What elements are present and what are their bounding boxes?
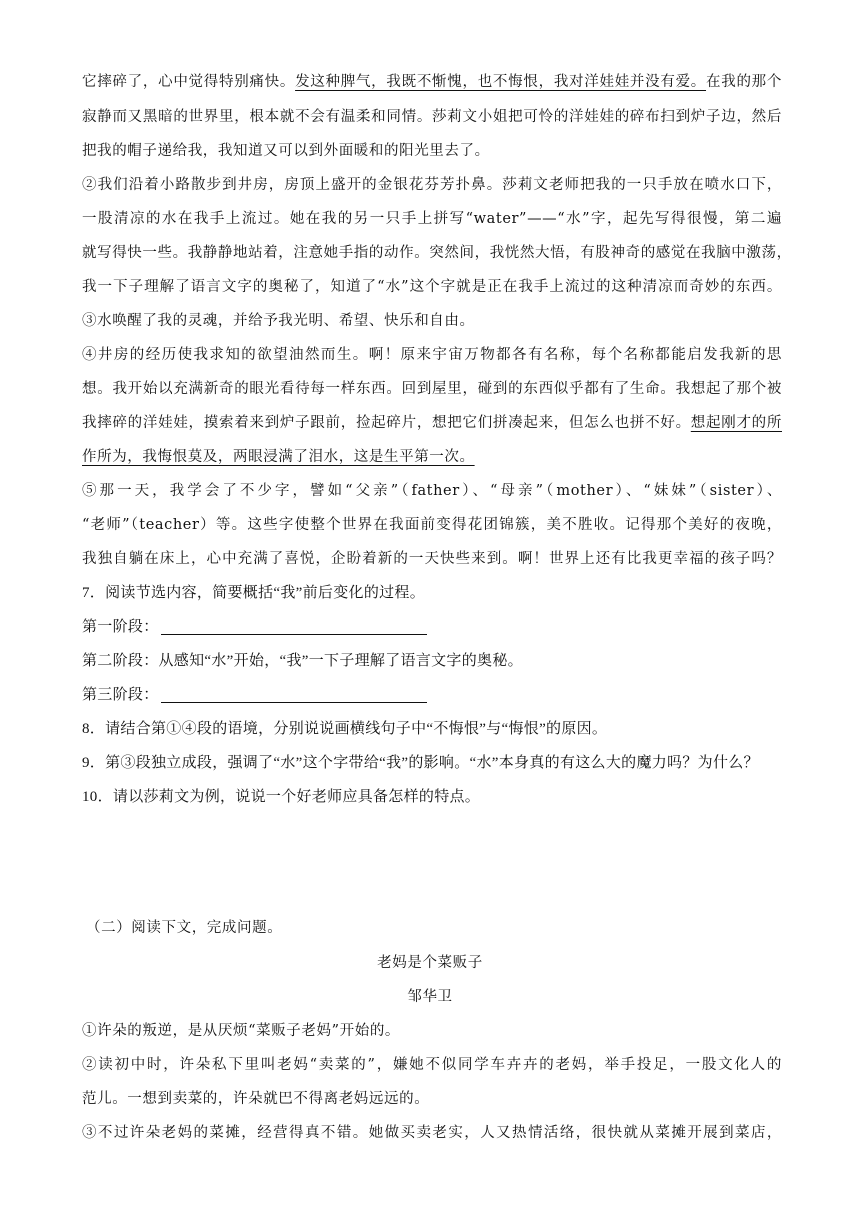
paragraph-2-line: 我一下子理解了语言文字的奥秘了，知道了“水”这个字就是正在我手上流过的这种清凉而奇妙的东西。 xyxy=(82,279,782,295)
question-7: 7．阅读节选内容，简要概括“我”前后变化的过程。 xyxy=(82,585,426,601)
paragraph-5-line: ⑤那一天，我学会了不少字，譬如“父亲”（father）、“母亲”（mother）、“妹妹”（sister）、 xyxy=(82,483,782,499)
article-title: 老妈是个菜贩子 xyxy=(377,955,483,971)
stage-3-row xyxy=(82,685,782,705)
article-paragraph-1: ①许朵的叛逆，是从厌烦“菜贩子老妈”开始的。 xyxy=(82,1023,401,1039)
article-paragraph-2-line: 范儿。一想到卖菜的，许朵就巴不得离老妈远远的。 xyxy=(82,1091,430,1107)
passage1-text: 在我的那个 xyxy=(706,74,782,90)
article-author: 邹华卫 xyxy=(407,989,453,1005)
question-10: 10．请以莎莉文为例，说说一个好老师应具备怎样的特点。 xyxy=(82,789,481,805)
article-paragraph-3-line: ③不过许朵老妈的菜摊，经营得真不错。她做买卖老实，人又热情活络，很快就从菜摊开展到菜店， xyxy=(82,1125,782,1141)
underlined-sentence-no-regret: 发这种脾气，我既不惭愧，也不悔恨，我对洋娃娃并没有爱。 xyxy=(295,74,707,90)
question-8: 8．请结合第①④段的语境，分别说说画横线句子中“不悔恨”与“悔恨”的原因。 xyxy=(82,721,608,737)
stage-1-row xyxy=(82,617,782,637)
paragraph-3: ③水唤醒了我的灵魂，并给予我光明、希望、快乐和自由。 xyxy=(82,313,475,329)
question-9: 9．第③段独立成段，强调了“水”这个字带给“我”的影响。“水”本身真的有这么大的魔力吗？为什么？ xyxy=(82,755,759,771)
underlined-sentence-regret: 作所为，我悔恨莫及，两眼浸满了泪水，这是生平第一次。 xyxy=(82,449,475,465)
paragraph-4-line xyxy=(82,447,782,467)
stage-2-row: 第二阶段：从感知“水”开始，“我”一下子理解了语言文字的奥秘。 xyxy=(82,653,523,669)
paragraph-4-line: ④井房的经历使我求知的欲望油然而生。啊！原来宇宙万物都各有名称，每个名称都能启发我新的思 xyxy=(82,347,782,363)
stage-3-label: 第三阶段： xyxy=(82,687,159,703)
paragraph-2-line: 就写得快一些。我静静地站着，注意她手指的动作。突然间，我恍然大悟，有股神奇的感觉在我脑中激荡， xyxy=(82,245,792,261)
passage1-line: 把我的帽子递给我，我知道又可以到外面暖和的阳光里去了。 xyxy=(82,143,490,159)
stage-3-answer-blank[interactable] xyxy=(161,686,427,703)
paragraph-4-line xyxy=(82,413,782,433)
passage1-line xyxy=(82,72,782,92)
stage-1-answer-blank[interactable] xyxy=(161,618,427,635)
stage-1-label: 第一阶段： xyxy=(82,619,159,635)
passage1-text: 它摔碎了，心中觉得特别痛快。 xyxy=(82,74,296,90)
underlined-sentence-regret: 想起刚才的所 xyxy=(690,415,782,431)
section-2-heading: （二）阅读下文，完成问题。 xyxy=(86,920,283,936)
paragraph-5-line: “老师”（teacher）等。这些字使整个世界在我面前变得花团锦簇，美不胜收。记得那个美好的夜晚， xyxy=(82,517,782,533)
paragraph-4-line: 想。我开始以充满新奇的眼光看待每一样东西。回到屋里，碰到的东西似乎都有了生命。我想起了那个被 xyxy=(82,381,782,397)
paragraph-2-line: 一股清凉的水在我手上流过。她在我的另一只手上拼写“water”——“水”字，起先写得很慢，第二遍 xyxy=(82,211,782,227)
paragraph-5-line: 我独自躺在床上，心中充满了喜悦，企盼着新的一天快些来到。啊！世界上还有比我更幸福的孩子吗？ xyxy=(82,551,782,567)
passage1-line: 寂静而又黑暗的世界里，根本就不会有温柔和同情。莎莉文小姐把可怜的洋娃娃的碎布扫到炉子边，然后 xyxy=(82,109,782,125)
paragraph-4-text: 我摔碎的洋娃娃，摸索着来到炉子跟前，捡起碎片，想把它们拼凑起来，但怎么也拼不好。 xyxy=(82,415,691,431)
article-paragraph-2-line: ②读初中时，许朵私下里叫老妈“卖菜的”，嫌她不似同学车卉卉的老妈，举手投足，一股文化人的 xyxy=(82,1057,782,1073)
paragraph-2-line: ②我们沿着小路散步到井房，房顶上盛开的金银花芬芳扑鼻。莎莉文老师把我的一只手放在喷水口下， xyxy=(82,177,782,193)
